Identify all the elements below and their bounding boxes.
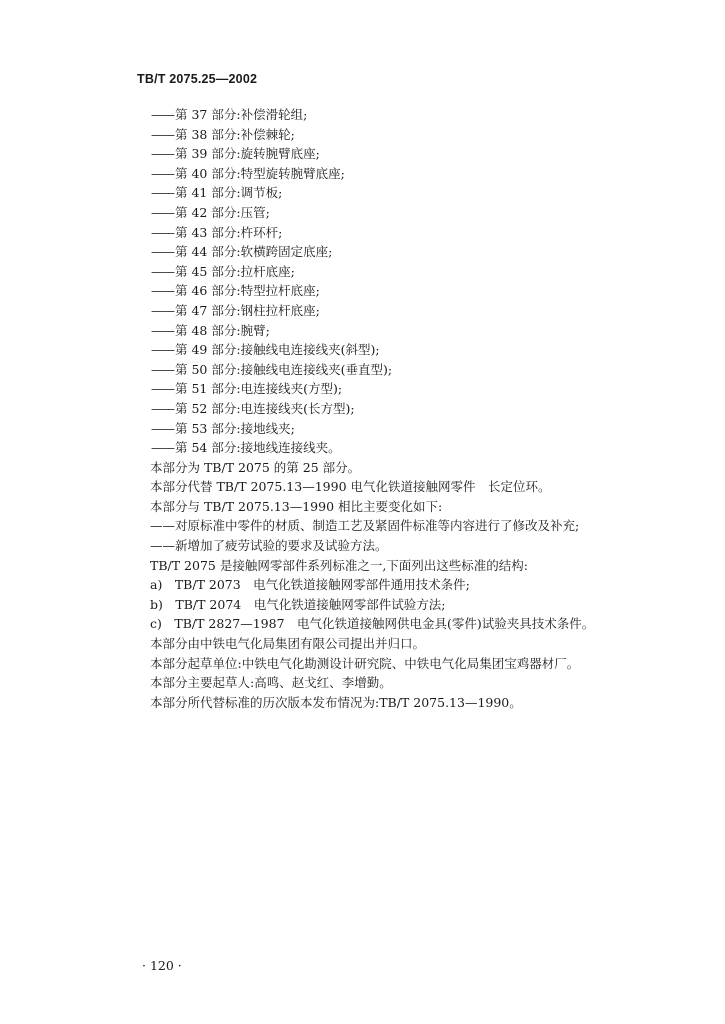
list-item-text: 第 53 部分:接地线夹; xyxy=(175,420,295,436)
em-dash: —— xyxy=(151,146,174,162)
list-item xyxy=(150,242,670,262)
standard-code-header: TB/T 2075.25—2002 xyxy=(137,72,258,86)
list-item xyxy=(150,144,670,164)
em-dash: —— xyxy=(151,342,174,358)
parts-list xyxy=(150,105,670,458)
paragraph: 本部分为 TB/T 2075 的第 25 部分。 xyxy=(150,459,361,475)
paragraph: 本部分主要起草人:高鸣、赵戈红、李增勤。 xyxy=(150,675,392,691)
list-item-text: 第 45 部分:拉杆底座; xyxy=(175,263,295,279)
paragraph: 本部分代替 TB/T 2075.13—1990 电气化铁道接触网零件 长定位环。 xyxy=(150,479,551,495)
list-item-text: 第 37 部分:补偿滑轮组; xyxy=(175,107,308,122)
list-item xyxy=(150,105,670,125)
list-item xyxy=(150,164,670,184)
list-item-text: 第 42 部分:压管; xyxy=(175,204,270,220)
list-item xyxy=(150,125,670,145)
list-item xyxy=(150,360,670,380)
em-dash: —— xyxy=(151,224,174,240)
list-item-text: 第 51 部分:电连接线夹(方型); xyxy=(175,381,343,397)
list-item-text: 第 47 部分:钢柱拉杆底座; xyxy=(175,302,320,318)
em-dash: —— xyxy=(151,322,174,338)
list-item-text: 第 49 部分:接触线电连接线夹(斜型); xyxy=(175,342,380,358)
paragraph: TB/T 2075 是接触网零部件系列标准之一,下面列出这些标准的结构: xyxy=(150,557,529,573)
list-item-text: 第 40 部分:特型旋转腕臂底座; xyxy=(175,165,345,181)
list-item xyxy=(150,438,670,458)
list-item-text: 第 54 部分:接地线连接线夹。 xyxy=(175,440,341,456)
paragraph: ——对原标准中零件的材质、制造工艺及紧固件标准等内容进行了修改及补充; xyxy=(150,518,580,534)
foreword-paragraphs xyxy=(150,458,670,713)
paragraph: 本部分与 TB/T 2075.13—1990 相比主要变化如下: xyxy=(150,498,443,514)
em-dash: —— xyxy=(151,126,174,142)
list-item-text: 第 39 部分:旋转腕臂底座; xyxy=(175,146,320,162)
em-dash: —— xyxy=(151,263,174,279)
paragraph: a) TB/T 2073 电气化铁道接触网零部件通用技术条件; xyxy=(150,577,470,593)
paragraph: 本部分所代替标准的历次版本发布情况为:TB/T 2075.13—1990。 xyxy=(150,694,522,710)
list-item-text: 第 38 部分:补偿棘轮; xyxy=(175,126,295,142)
em-dash: —— xyxy=(151,361,174,377)
list-item-text: 第 41 部分:调节板; xyxy=(175,185,283,201)
em-dash: —— xyxy=(151,400,174,416)
em-dash: —— xyxy=(151,440,174,456)
list-item xyxy=(150,223,670,243)
page-number: · 120 · xyxy=(142,958,182,973)
em-dash: —— xyxy=(151,185,174,201)
paragraph: ——新增加了疲劳试验的要求及试验方法。 xyxy=(150,538,388,554)
paragraph: 本部分起草单位:中铁电气化勘测设计研究院、中铁电气化局集团宝鸡器材厂。 xyxy=(150,655,580,671)
list-item xyxy=(150,399,670,419)
paragraph: 本部分由中铁电气化局集团有限公司提出并归口。 xyxy=(150,636,426,652)
paragraph: b) TB/T 2074 电气化铁道接触网零部件试验方法; xyxy=(150,596,446,612)
list-item xyxy=(150,340,670,360)
document-body xyxy=(150,105,670,712)
list-item xyxy=(150,262,670,282)
list-item xyxy=(150,281,670,301)
list-item xyxy=(150,301,670,321)
list-item-text: 第 43 部分:杵环杆; xyxy=(175,224,283,240)
em-dash: —— xyxy=(151,165,174,181)
em-dash: —— xyxy=(151,420,174,436)
list-item-text: 第 48 部分:腕臂; xyxy=(175,322,270,338)
em-dash: —— xyxy=(151,302,174,318)
em-dash: —— xyxy=(151,107,174,122)
list-item-text: 第 44 部分:软横跨固定底座; xyxy=(175,244,333,260)
list-item-text: 第 50 部分:接触线电连接线夹(垂直型); xyxy=(175,361,393,377)
paragraph: c) TB/T 2827—1987 电气化铁道接触网供电金具(零件)试验夹具技术条件。 xyxy=(150,616,595,632)
list-item-text: 第 46 部分:特型拉杆底座; xyxy=(175,283,320,299)
list-item xyxy=(150,379,670,399)
list-item xyxy=(150,321,670,341)
em-dash: —— xyxy=(151,244,174,260)
em-dash: —— xyxy=(151,381,174,397)
list-item xyxy=(150,419,670,439)
list-item xyxy=(150,203,670,223)
list-item xyxy=(150,183,670,203)
em-dash: —— xyxy=(151,283,174,299)
em-dash: —— xyxy=(151,204,174,220)
list-item-text: 第 52 部分:电连接线夹(长方型); xyxy=(175,400,355,416)
